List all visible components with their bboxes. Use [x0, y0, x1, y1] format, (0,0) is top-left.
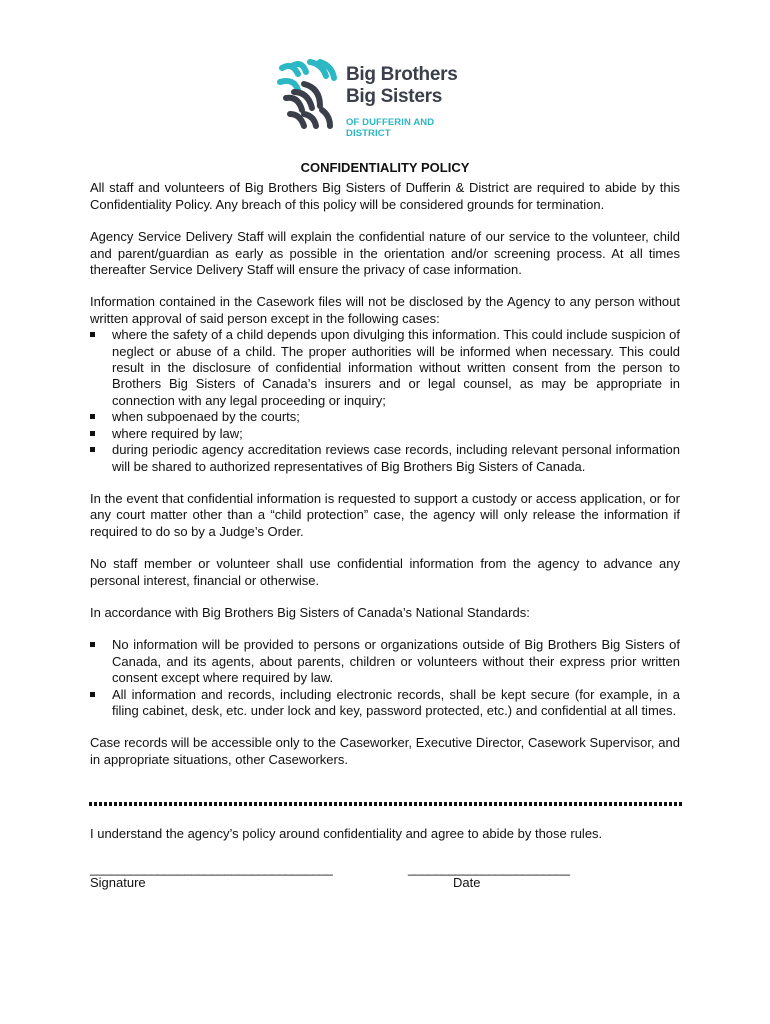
- list-item-text: during periodic agency accreditation reviews case records, including relevant personal information will be shared to authorized representatives of Big Brothers Big Sisters of Canada.: [112, 442, 680, 474]
- bullet-icon: [90, 692, 95, 697]
- bullet-icon: [90, 332, 95, 337]
- brand-line-3: OF DUFFERIN AND DISTRICT: [346, 117, 435, 139]
- page-title: CONFIDENTIALITY POLICY: [300, 160, 470, 175]
- signature-field[interactable]: ____________________________________: [90, 861, 333, 876]
- national-standards-list: [90, 637, 680, 719]
- policy-paragraph-4: In the event that confidential information is requested to support a custody or access application, or for any court matter other than a “child protection” case, the agency will only release the information if required to do so by a Judge’s Order.: [90, 490, 680, 539]
- date-field[interactable]: ________________________: [408, 861, 570, 876]
- bbbs-logo-mark-icon: [276, 58, 340, 130]
- list-item-text: All information and records, including electronic records, shall be kept secure (for example, in a filing cabinet, desk, etc. under lock and key, password protected, etc.) and confidential at all times.: [112, 686, 680, 718]
- policy-paragraph-1: All staff and volunteers of Big Brothers Big Sisters of Dufferin & District are required to abide by this Confidentiality Policy. Any breach of this policy will be considered grounds for termination.: [90, 180, 680, 212]
- signature-label: Signature: [90, 875, 146, 890]
- bullet-icon: [90, 431, 95, 436]
- list-item: [90, 637, 680, 686]
- list-item: [90, 687, 680, 720]
- list-item: [90, 327, 680, 409]
- list-item-text: No information will be provided to persons or organizations outside of Big Brothers Big Sisters of Canada, and its agents, about parents, children or volunteers without their express prior written consent except where required by law.: [112, 637, 680, 686]
- bullet-icon: [90, 414, 95, 419]
- policy-paragraph-3: Information contained in the Casework files will not be disclosed by the Agency to any person without written approval of said person except in the following cases:: [90, 294, 680, 326]
- list-item: [90, 409, 680, 425]
- brand-line-2: Big Sisters: [346, 86, 442, 107]
- policy-body: [90, 160, 680, 784]
- policy-paragraph-7: Case records will be accessible only to the Caseworker, Executive Director, Casework Supervisor, and in appropriate situations, other Caseworkers.: [90, 735, 680, 767]
- policy-paragraph-6: In accordance with Big Brothers Big Sisters of Canada’s National Standards:: [90, 604, 530, 620]
- bullet-icon: [90, 447, 95, 452]
- organization-logo: [276, 58, 476, 139]
- brand-line-1: Big Brothers: [346, 64, 458, 85]
- list-item: [90, 442, 680, 475]
- list-item: [90, 426, 680, 442]
- disclosure-cases-list: [90, 327, 680, 475]
- bullet-icon: [90, 642, 95, 647]
- logo-wordmark: [346, 64, 476, 139]
- list-item-text: where required by law;: [112, 425, 243, 441]
- policy-paragraph-2: Agency Service Delivery Staff will explain the confidential nature of our service to the volunteer, child and parent/guardian as early as possible in the orientation and/or screening process. At all times thereafter Service Delivery Staff will ensure the privacy of case information.: [90, 229, 680, 278]
- acknowledgement-statement: I understand the agency’s policy around confidentiality and agree to abide by those rules.: [90, 826, 603, 841]
- date-label: Date: [453, 875, 481, 890]
- list-item-text: when subpoenaed by the courts;: [112, 409, 300, 425]
- list-item-text: where the safety of a child depends upon divulging this information. This could include suspicion of neglect or abuse of a child. The proper authorities will be informed when necessary. This could result in the disclosure of confidential information without written consent from the person to Brothers Big Sisters of Canada’s insurers and or legal counsel, as may be appropriate in connection with any legal proceeding or inquiry;: [112, 327, 680, 408]
- dotted-divider: [88, 801, 683, 807]
- policy-paragraph-5: No staff member or volunteer shall use confidential information from the agency to advance any personal interest, financial or otherwise.: [90, 556, 680, 588]
